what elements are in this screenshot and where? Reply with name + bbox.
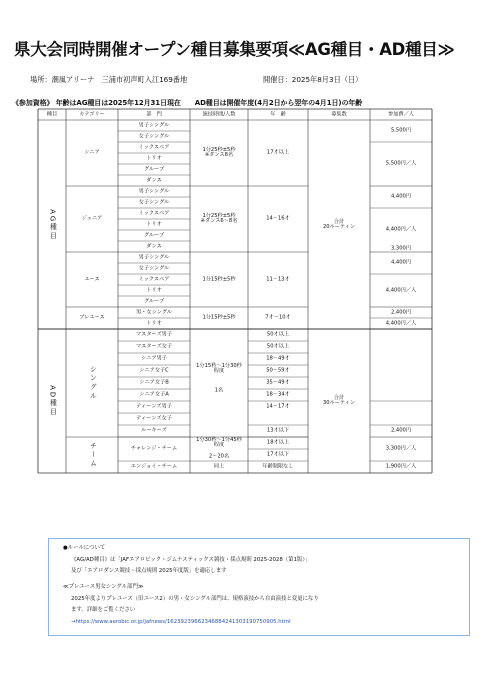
age-cell: 50才以上 [266, 343, 290, 350]
division-cell: 男子シングル [138, 253, 170, 260]
age-cell: 18～34才 [266, 391, 290, 398]
age-cell: 18～49才 [266, 355, 290, 362]
division-cell: シニア男子 [141, 355, 167, 362]
fee-cell: 4,400円／人 [385, 226, 417, 233]
time-cell: 1分25秒±5秒 ※ダンス8名 [202, 146, 236, 158]
category-cell: チーム [88, 441, 97, 469]
table-header-cell: カテゴリー [79, 110, 105, 117]
division-cell: チャレンジ・チーム [130, 445, 178, 452]
fee-cell: 4,400円／人 [385, 319, 417, 326]
category-cell: シングル [88, 365, 97, 401]
division-cell: トリオ [146, 154, 162, 161]
division-cell: シニア女子B [139, 379, 169, 386]
age-cell: 18才以上 [266, 439, 290, 446]
division-cell: シニア女子C [139, 367, 169, 374]
division-cell: マスターズ女子 [135, 343, 173, 350]
division-cell: 女子シングル [138, 198, 170, 205]
table-header-cell: 種目 [46, 110, 58, 117]
age-cell: 50～59才 [266, 367, 290, 374]
fee-cell: 2,400円 [390, 308, 412, 315]
age-cell: 14～16才 [266, 215, 290, 222]
eligibility-label: 《参加資格》 年齢はAG種目は2025年12月31日現在 [12, 99, 181, 107]
division-cell: 男・女シングル [136, 308, 172, 315]
division-cell: ティーンズ男子 [136, 403, 172, 410]
category-cell: ユース [84, 275, 100, 282]
division-cell: トリオ [146, 220, 162, 227]
count-cell: 1名 [214, 387, 224, 394]
division-cell: 男子シングル [138, 121, 170, 128]
division-cell: ティーンズ女子 [136, 415, 172, 422]
rules-link[interactable]: →https://www.aerobic.or.jp/jafnews/16239239662346884241303190750905.html [71, 619, 291, 625]
event-date: 開催日：2025年8月3日（日） [263, 75, 363, 84]
division-cell: エンジョイ・チーム [130, 463, 178, 470]
division-cell: ミックスペア [138, 209, 170, 216]
division-cell: マスターズ男子 [135, 331, 173, 338]
notes-heading: ≪プレユース男女シングル部門≫ [63, 584, 144, 590]
fee-cell: 1,900円／人 [385, 463, 417, 470]
division-cell: ミックスペア [138, 275, 170, 282]
recruit-count-cell: 合計 20ルーティン [322, 218, 356, 230]
venue-text: 場所：潮風アリーナ 三浦市初声町入江169番地 [30, 75, 188, 84]
age-cell: 13才以下 [266, 427, 290, 434]
notes-line: 《AG/AD種目》は「JAFエアロビック・ジムナスティックス競技・採点規則 2025-2028（第1版）」 [71, 557, 311, 563]
age-cell: 50才以上 [266, 331, 290, 338]
fee-cell: 4,400円 [390, 259, 412, 266]
notes-line: 及び「エアロダンス競技・採点規則 2025年度版」を適応します [71, 568, 227, 574]
age-cell: 14～17才 [266, 403, 290, 410]
table-header-cell: 参加費／人 [388, 110, 414, 117]
time-cell: 1分30秒～1分45秒 程度 [196, 436, 242, 448]
division-cell: ルーキーズ [141, 427, 167, 434]
division-cell: トリオ [146, 286, 162, 293]
time-cell: 同上 [213, 463, 225, 470]
notes-line: 2025年度よりプレユース（旧ユース2）の男・女シングル部門は、規格演技から自由演技と変更になり [71, 596, 319, 602]
table-header-cell: 年 齢 [270, 110, 286, 117]
page-title: 県大会同時開催オープン種目募集要項≪AG種目・AD種目≫ [14, 40, 455, 59]
fee-cell: 2,400円 [390, 427, 412, 434]
table-header-cell: 部 門 [146, 110, 162, 117]
division-cell: グループ [143, 297, 165, 304]
age-cell: 17才以上 [266, 149, 290, 156]
eligibility-note: AD種目は開催年度(4月2日から翌年の4月1日)の年齢 [194, 99, 363, 107]
division-cell: グループ [143, 165, 165, 172]
division-cell: 女子シングル [138, 132, 170, 139]
category-group-ag: AG種目 [48, 208, 57, 241]
age-cell: 年齢制限なし [262, 463, 294, 470]
time-cell: 1分25秒±5秒 ※ダンス6～8名 [200, 212, 238, 224]
age-cell: 17才以下 [266, 451, 290, 458]
fee-cell: 4,400円 [390, 193, 412, 200]
recruit-count-cell: 合計 30ルーティン [322, 394, 356, 406]
notes-heading: ●ルールについて [63, 545, 106, 551]
division-cell: ダンス [146, 176, 162, 183]
table-header-cell: 演技時間/人数 [202, 110, 236, 117]
notes-line: ます。詳細をご覧ください [71, 607, 136, 613]
category-group-ad: AD種目 [48, 385, 57, 417]
fee-cell: 4,400円／人 [385, 286, 417, 293]
fee-cell: 3,300円 [390, 244, 412, 251]
category-cell: プレユース [79, 314, 105, 321]
category-cell: シニア [84, 149, 100, 156]
age-cell: 7才～10才 [265, 314, 291, 321]
table-header-cell: 募集数 [331, 110, 347, 117]
division-cell: トリオ [146, 319, 162, 326]
count-cell: 2～20名 [208, 453, 230, 460]
fee-cell: 5,500円 [390, 127, 412, 134]
time-cell: 1分15秒～1分30秒 程度 [196, 362, 242, 374]
fee-cell: 3,300円／人 [385, 445, 417, 452]
division-cell: グループ [143, 231, 165, 238]
division-cell: 男子シングル [138, 187, 170, 194]
fee-cell: 5,500円／人 [385, 160, 417, 167]
time-cell: 1分15秒±5秒 [202, 275, 236, 282]
division-cell: 女子シングル [138, 264, 170, 271]
category-cell: ジュニア [81, 215, 103, 222]
division-cell: シニア女子A [139, 391, 169, 398]
rules-notes-box [48, 538, 470, 636]
time-cell: 1分15秒±5秒 [202, 314, 236, 321]
age-cell: 11～13才 [266, 275, 290, 282]
division-cell: ミックスペア [138, 143, 170, 150]
division-cell: ダンス [146, 242, 162, 249]
age-cell: 35～49才 [266, 379, 290, 386]
